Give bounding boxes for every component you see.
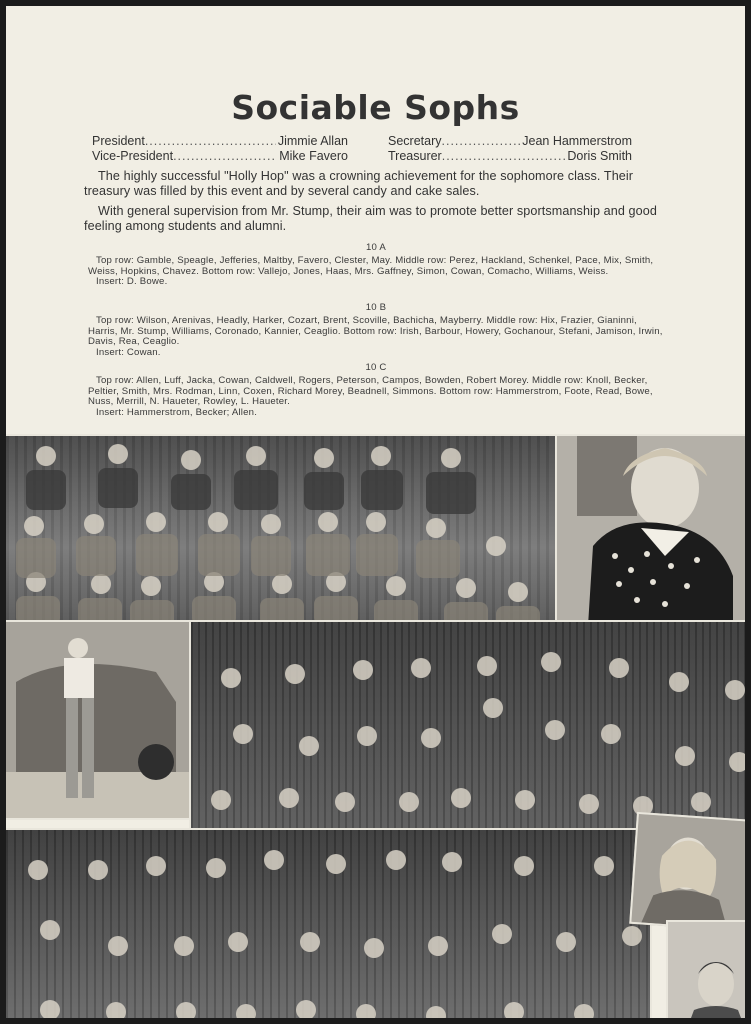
secretary-name: Jean Hammerstrom: [522, 134, 632, 148]
group-silhouettes: [6, 830, 650, 1018]
roster-10b: [88, 303, 664, 359]
roster-10c: [88, 363, 664, 419]
class-heading: 10 C: [365, 362, 387, 373]
roster-10a: [88, 243, 664, 288]
president-row: [92, 134, 348, 149]
portrait-silhouette: [668, 922, 745, 1018]
treasurer-name: Doris Smith: [567, 149, 632, 163]
class-heading: 10 B: [365, 302, 387, 313]
page-title: Sociable Sophs: [231, 88, 520, 127]
class-photo-10a: [6, 434, 560, 624]
paragraph-supervision: With general supervision from Mr. Stump, their aim was to promote better sportsmanship and good feeling among students and alumni.: [84, 204, 657, 233]
vice-president-name: Mike Favero: [279, 149, 348, 163]
vice-president-label: Vice-President: [92, 149, 174, 163]
portrait-silhouette: [557, 436, 745, 642]
portrait-silhouette: [631, 814, 745, 930]
paragraph-holly-hop: The highly successful "Holly Hop" was a crowning achievement for the sophomore class. Their treasury was filled by this event and by several candy and cake sales.: [84, 169, 634, 198]
vice-president-row: [92, 149, 348, 164]
class-heading: 10 A: [365, 242, 386, 253]
officers-right: [388, 134, 632, 164]
secretary-label: Secretary: [388, 134, 442, 148]
insert-photo-girl-polka-dot: [555, 434, 745, 644]
insert-photo-boy: [666, 920, 745, 1018]
group-silhouettes: [191, 622, 745, 832]
roster-names: Top row: Wilson, Arenivas, Headly, Harker, Cozart, Brent, Scoville, Bachicha, Mayberry. Middle row: Hix, Frazier, Gianinni, Harris, Mr. Stump, Williams, Coronado, Kannier, Ceaglio. Bottom row: Irish, Barbour, Howery, Gochanour, Stefani, Jamison, Irwin, Davis, Rea, Ceaglio.: [88, 314, 663, 348]
leader-dots: [442, 134, 521, 149]
roster-names: Top row: Gamble, Speagle, Jefferies, Maltby, Favero, Clester, May. Middle row: Perez, Hackland, Schenkel, Pace, Mix, Smith, Weiss, Hopkins, Chavez. Bottom row: Vallejo, Jones, Haas, Mrs. Gaffney, Simon, Cowan, Comacho, Williams, Weiss.: [88, 254, 654, 277]
group-silhouettes: [6, 436, 558, 622]
treasurer-row: [388, 149, 632, 164]
insert-photo-girl-curly-hair: [629, 812, 745, 932]
yearbook-page: [6, 6, 745, 1018]
officers-left: [92, 134, 348, 164]
roster-insert: Insert: D. Bowe.: [96, 276, 168, 288]
secretary-row: [388, 134, 632, 149]
treasurer-label: Treasurer: [388, 149, 442, 163]
leader-dots: [145, 134, 276, 149]
class-photo-10b: [189, 620, 745, 834]
president-label: President: [92, 134, 145, 148]
roster-insert: Insert: Cowan.: [96, 347, 161, 359]
roster-names: Top row: Allen, Luff, Jacka, Cowan, Caldwell, Rogers, Peterson, Campos, Bowden, Robert Morey. Middle row: Knoll, Becker, Peltier, Smith, Mrs. Rodman, Linn, Coxen, Richard Morey, Beadnell, Simmons. Bottom row: Hammerstrom, Foote, Read, Bowe, Nuss, Merrill, N. Haueter, Rowley, L. Haueter.: [88, 374, 653, 408]
president-name: Jimmie Allan: [277, 134, 348, 148]
class-photo-10c: [6, 828, 652, 1018]
leader-dots: [442, 149, 566, 164]
leader-dots: [173, 149, 277, 164]
insert-photo-boy-with-car: [6, 620, 194, 820]
roster-insert: Insert: Hammerstrom, Becker; Allen.: [96, 407, 258, 419]
boy-car-silhouette: [6, 622, 192, 818]
